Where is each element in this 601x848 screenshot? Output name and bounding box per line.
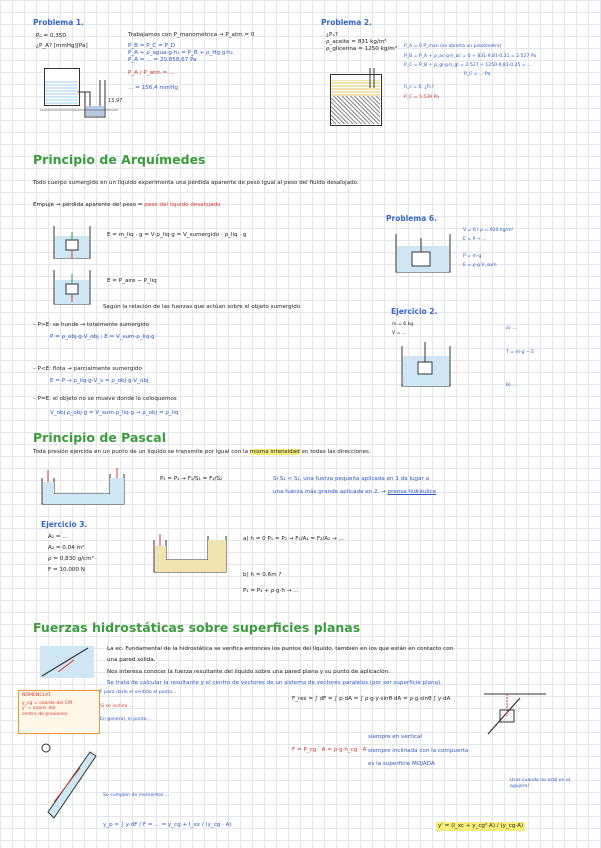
problem2-given-line: ¿Pₓ? bbox=[326, 32, 338, 38]
pascal-statement-b: en todas las direcciones. bbox=[299, 449, 371, 455]
pascal-highlight: misma intensidad bbox=[249, 449, 300, 455]
arquimedes-statement: Todo cuerpo sumergido en un líquido experimenta una pérdida aparente de peso igual al peso del fluido desalojado. bbox=[33, 180, 359, 186]
arquimedes-title: Principio de Arquímedes bbox=[33, 152, 206, 167]
ejercicio3-line: F = 10.000 N bbox=[48, 566, 85, 573]
hidro-side-note: Si se inclina ... bbox=[100, 703, 134, 709]
pascal-note-1: Si S₁ < S₂, una fuerza pequeña aplicada en 1 da lugar a bbox=[273, 476, 430, 482]
problem2-line: P_A = 0 P_man (es abierta un piezómetro) bbox=[404, 44, 502, 49]
problem2-result: P_C = 5.539 Pa bbox=[404, 94, 440, 100]
problem6-line: P = m·g bbox=[463, 254, 482, 259]
moments-note: Se cumplen de momentos ... bbox=[103, 793, 170, 798]
hidro-paragraph-3: Se trata de calcular la resultante y el centro de vectores de un sistema de vectores paralelos (por ser superficie plana). bbox=[107, 680, 443, 686]
force-property-1 bbox=[368, 734, 422, 741]
force-equation-2: F = P_cg · A = ρ·g·h_cg · A bbox=[292, 747, 367, 753]
problem2-solution bbox=[404, 44, 536, 100]
pascal-statement bbox=[33, 449, 371, 456]
hidro-side-notes bbox=[100, 690, 176, 723]
ejercicio3-line: A₁ = ... bbox=[48, 534, 68, 540]
case-floats-eq: E = P → ρ_liq·g·V_s = ρ_obj·g·V_obj bbox=[50, 378, 149, 384]
problem6-line: E = ρ·g·V_sum bbox=[463, 262, 497, 268]
problem1-line: P_A + ρ_agua·g·h₁ = P_B + ρ_Hg·g·h₂ bbox=[128, 49, 233, 56]
case-floats: – P<E: flota → parcialmente sumergido bbox=[33, 366, 142, 372]
force-property-2-text: siempre inclinada con la compuerta bbox=[368, 748, 469, 754]
force-equation: F_res = ∫ dF = ∫ p·dA = ∫ ρ·g·y·sinθ·dA = ρ·g·sinθ ∫ y·dA bbox=[292, 696, 451, 702]
pascal-diagram bbox=[38, 468, 130, 510]
hidro-diagram-bottom bbox=[40, 742, 98, 822]
hidro-paragraph-1: La ec. Fundamental de la hidrostática se verifica entonces los puntos del líquido, también en los que están en contacto con bbox=[107, 646, 454, 652]
hidro-title: Fuerzas hidrostáticas sobre superficies planas bbox=[33, 620, 361, 635]
problem1-line: Trabajamos con P_manométrica → P_atm = 0 bbox=[128, 32, 255, 38]
ejercicio3-part-b: b) h = 0.6m ? bbox=[243, 572, 282, 578]
hidro-paragraph-2: Nos interesa conocer la fuerza resultante del líquido sobre una pared plana y su punto de aplicación. bbox=[107, 669, 390, 675]
hidro-side-note: En general, el punto... bbox=[100, 717, 151, 722]
empuje-red: peso del líquido desalojado bbox=[144, 202, 221, 208]
problem2-line: P_C = P_B + ρ_gl·g·h_gl = 2.527 + 1250·9,81·0,25 = ... bbox=[404, 63, 532, 68]
right-side-note: Usar cuando no está en el agujero! bbox=[510, 778, 571, 789]
ejercicio3-title: Ejercicio 3. bbox=[41, 520, 88, 529]
nomenclature-note bbox=[18, 690, 100, 734]
problem2-title: Problema 2. bbox=[321, 18, 372, 27]
problem2-line: h_c = 0, ¿Pₓ? bbox=[404, 85, 435, 90]
hydraulic-press: prensa hidráulica bbox=[387, 489, 436, 495]
svg-text:13,97: 13,97 bbox=[108, 98, 123, 104]
hidro-diagram-top bbox=[38, 642, 96, 682]
problem2-given-line: ρ_glicerina = 1250 kg/m³ bbox=[326, 45, 397, 52]
pascal-note-2-text: una fuerza más grande aplicada en 2. → bbox=[273, 489, 386, 495]
ejercicio2-line: b) ... bbox=[506, 383, 517, 388]
problem1-given: P₀ = 0,350 bbox=[36, 33, 66, 39]
force-property-2 bbox=[368, 748, 468, 755]
arquimedes-eq1: E = m_liq · g = V·ρ_liq·g = V_sumergido · ρ_liq · g bbox=[107, 232, 247, 238]
arquimedes-empuje bbox=[33, 202, 220, 209]
ejercicio3-given bbox=[48, 534, 94, 574]
ejercicio2-diagram bbox=[398, 342, 454, 392]
hidro-diagram-right bbox=[480, 690, 550, 740]
arquimedes-relation: Según la relación de las fuerzas que actúan sobre el objeto sumergido bbox=[103, 304, 301, 310]
arquimedes-diagram bbox=[52, 222, 96, 306]
problem1-line: P_A / P_atm = ... bbox=[128, 69, 175, 76]
ejercicio2-results bbox=[506, 326, 534, 389]
ejercicio2-line: a) ... bbox=[506, 326, 517, 331]
ejercicio3-part-a: a) h = 0 P₁ = P₂ → F₁/A₁ = F₂/A₂ → ... bbox=[243, 536, 344, 542]
yp-equation: y_p = ∫ y·dF / F = ... = y_cg + I_xx / (y_cg · A) bbox=[103, 822, 232, 828]
pascal-statement-a: Toda presión ejercida en un punto de un líquido se transmite por igual con la bbox=[33, 449, 250, 455]
case-sinks-eq: P = ρ_obj·g·V_obj ; E = V_sum·ρ_liq·g bbox=[50, 334, 155, 340]
nomenclature-line: y_cg = coorde del CM bbox=[22, 700, 73, 706]
ejercicio2-line: V = ... bbox=[392, 330, 407, 336]
case-equal-eq: V_obj·ρ_obj·g = V_sum·ρ_liq·g → ρ_obj = ρ_liq bbox=[50, 410, 179, 416]
final-formula: y' = (I_xc + y_cg²·A) / (y_cg·A) bbox=[438, 823, 524, 829]
ejercicio2-title: Ejercicio 2. bbox=[391, 307, 438, 316]
force-property-3-text: es la superficie MOJADA bbox=[368, 761, 435, 767]
pascal-title: Principio de Pascal bbox=[33, 430, 166, 445]
ejercicio2-line: T = m·g − E bbox=[506, 349, 535, 355]
case-sinks: – P>E: se hunde → totalmente sumergido bbox=[33, 322, 150, 328]
problem2-given bbox=[326, 32, 397, 53]
problem6-diagram bbox=[392, 228, 454, 280]
problem1-diagram bbox=[38, 62, 128, 124]
problem1-line: ... = 156,4 mmHg bbox=[128, 84, 179, 91]
problem6-line: E = P → ... bbox=[463, 236, 487, 242]
nomenclature-line: centro de presiones bbox=[22, 711, 68, 717]
problem1-line: P_B = P_C = P_D bbox=[128, 42, 176, 49]
empuje-prefix: Empuje → pérdida aparente del peso = bbox=[33, 202, 145, 208]
ejercicio2-line: m = 6 kg bbox=[392, 322, 414, 327]
force-property-3 bbox=[368, 761, 435, 768]
ejercicio3-diagram bbox=[150, 528, 232, 578]
ejercicio3-line: A₂ = 0,04 m² bbox=[48, 544, 85, 551]
ejercicio2-solution bbox=[392, 322, 413, 336]
ejercicio3-part-b-eq: P₁ = P₂ + ρ·g·h → ... bbox=[243, 588, 299, 594]
nomenclature-title: NOMENCLAT. bbox=[22, 693, 52, 698]
nomenclature-line: y' = coord. del bbox=[22, 706, 56, 711]
problem1-title: Problema 1. bbox=[33, 18, 84, 27]
problem2-given-line: ρ_aceite = 831 kg/m³ bbox=[326, 38, 387, 45]
problem2-line: P_B = P_A + ρ_ac·g·h_ac = 0 + 831·9,81·0,31 = 2.527 Pa bbox=[404, 53, 537, 59]
pascal-note-2 bbox=[273, 489, 436, 496]
problem2-diagram bbox=[322, 68, 394, 130]
problem1-solution bbox=[128, 32, 254, 92]
problem6-title: Problema 6. bbox=[386, 214, 437, 223]
case-equal: – P=E: el objeto no se mueve donde lo coloquemos bbox=[33, 396, 177, 402]
problem2-line: P_C = ... Pa bbox=[464, 71, 491, 77]
problem6-line: V = 6 l ρ = 920 kg/m³ bbox=[463, 228, 514, 233]
hidro-paragraph-1b: una pared sólida. bbox=[107, 657, 156, 663]
problem1-line: P_A = ... = 20.858,67 Pa bbox=[128, 56, 197, 63]
problem6-solution bbox=[463, 228, 513, 268]
force-property-1-text: siempre en vertical bbox=[368, 734, 422, 740]
pascal-equation: P₁ = P₂ → F₁/S₁ = F₂/S₂ bbox=[160, 476, 223, 482]
ejercicio3-line: ρ = 0,830 g/cm³ bbox=[48, 555, 94, 562]
arquimedes-eq2: E = P_aire − P_liq bbox=[107, 278, 157, 284]
hidro-side-note: F para darle el sentido al punto... bbox=[100, 690, 177, 695]
problem1-question: ¿P_A? [mmHg][Pa] bbox=[36, 43, 88, 49]
